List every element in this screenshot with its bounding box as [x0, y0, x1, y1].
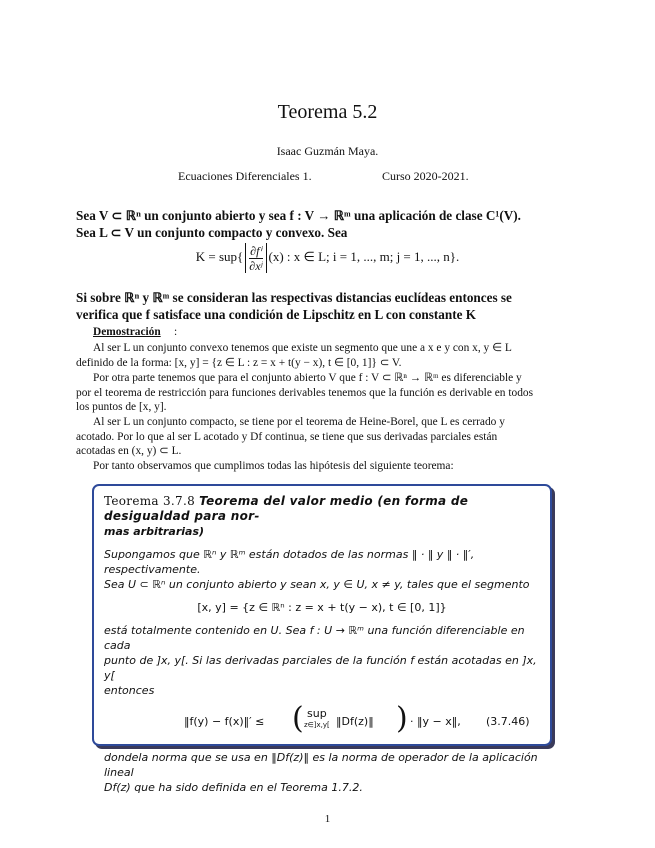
p3-line-a: Al ser L un conjunto compacto, se tiene por el teorema de Heine-Borel, que L es cerrado y — [93, 416, 505, 428]
theorem-content — [104, 494, 540, 795]
course-info — [178, 169, 498, 184]
sup-operator — [304, 706, 330, 729]
theorem-line-5: entonces — [104, 684, 155, 697]
left-paren-icon: ( — [292, 701, 304, 736]
inequality-rhs: · ‖y − x‖, — [410, 715, 461, 728]
right-paren-icon: ) — [396, 701, 408, 736]
p1-line-a: Al ser L un conjunto convexo tenemos que existe un segmento que une a x e y con x, y ∈ L — [93, 342, 512, 354]
p2-line-b: por el teorema de restricción para funciones derivables tenemos que la función es derivable en todos — [76, 386, 534, 399]
statement-line-3: Si sobre ℝⁿ y ℝᵐ se consideran las respectivas distancias euclídeas entonces se — [76, 290, 512, 305]
demo-colon: : — [174, 326, 178, 338]
theorem-line-4: punto de ]x, y[. Si las derivadas parciales de la función f están acotadas en ]x, y[ — [104, 654, 537, 682]
sup-word: sup — [307, 707, 327, 720]
author-name: Isaac Guzmán Maya. — [276, 144, 379, 158]
fraction-numerator: ∂fⁱ — [250, 243, 262, 258]
theorem-title-b: mas arbitrarias) — [104, 525, 205, 538]
p4-line: Por tanto observamos que cumplimos todas las hipótesis del siguiente teorema: — [93, 460, 454, 472]
inequality-lhs: ‖f(y) − f(x)‖′ ≤ — [184, 715, 265, 728]
abs-bar-left — [245, 243, 246, 273]
course-name: Ecuaciones Diferenciales 1. — [178, 169, 312, 183]
equation-number: (3.7.46) — [486, 715, 530, 728]
inequality-norm-df: ‖Df(z)‖ — [336, 715, 374, 728]
theorem-box — [92, 484, 552, 794]
proof-paragraph-4 — [76, 459, 582, 474]
proof-paragraph-1 — [76, 341, 582, 370]
theorem-header — [104, 494, 540, 524]
theorem-line-3: está totalmente contenido en U. Sea f : U → ℝᵐ una función diferenciable en cada — [104, 624, 525, 652]
theorem-title-a: Teorema del valor medio (en forma de desigualdad para nor- — [104, 494, 469, 523]
p1-line-b: definido de la forma: [x, y] = {z ∈ L : z = x + t(y − x), t ∈ [0, 1]} ⊂ V. — [76, 356, 402, 369]
proof-paragraph-2 — [76, 371, 582, 415]
theorem-line-6: dondela norma que se usa en ‖Df(z)‖ es la norma de operador de la aplicación lineal — [104, 751, 538, 779]
theorem-label: Teorema 3.7.8 — [104, 494, 196, 508]
theorem-line-2: Sea U ⊂ ℝⁿ un conjunto abierto y sean x, y ∈ U, x ≠ y, tales que el segmento — [104, 578, 530, 591]
theorem-line-1: Supongamos que ℝⁿ y ℝᵐ están dotados de las normas ‖ · ‖ y ‖ · ‖′, respectivamente. — [104, 548, 475, 576]
p2-line-c: los puntos de [x, y]. — [76, 401, 167, 414]
proof-paragraph-3 — [76, 415, 582, 459]
p2-line-a: Por otra parte tenemos que para el conjunto abierto V que f : V ⊂ ℝⁿ → ℝᵐ es diferenciable y — [93, 372, 522, 384]
statement-line-2: Sea L ⊂ V un conjunto compacto y convexo. Sea — [76, 225, 348, 240]
page-number: 1 — [324, 813, 331, 825]
demo-heading: Demostración — [93, 326, 161, 338]
segment-definition: [x, y] = {z ∈ ℝⁿ : z = x + t(y − x), t ∈ [0, 1]} — [197, 601, 447, 614]
p3-line-c: acotadas en (x, y) ⊂ L. — [76, 445, 182, 458]
fraction-denominator: ∂xʲ — [249, 258, 263, 273]
eq-K-right: (x) : x ∈ L; i = 1, ..., m; j = 1, ..., n}. — [268, 248, 460, 264]
mean-value-inequality — [104, 702, 540, 746]
statement-line-1: Sea V ⊂ ℝⁿ un conjunto abierto y sea f : V → ℝᵐ una aplicación de clase C¹(V). — [76, 208, 521, 223]
p3-line-b: acotado. Por lo que al ser L acotado y Df continua, se tiene que sus derivadas parciales están — [76, 430, 498, 443]
theorem-line-7: Df(z) que ha sido definida en el Teorema 1.7.2. — [104, 781, 363, 794]
statement-line-4: verifica que f satisface una condición de Lipschitz en L con constante K — [76, 307, 477, 322]
page-title: Teorema 5.2 — [277, 101, 378, 123]
sup-subscript: z∈]x,y[ — [304, 721, 330, 729]
equation-K — [0, 243, 655, 273]
abs-bar-right — [266, 243, 267, 273]
eq-K-left: K = sup{ — [195, 248, 244, 264]
course-year: Curso 2020-2021. — [382, 169, 469, 183]
partial-fraction — [249, 244, 262, 273]
